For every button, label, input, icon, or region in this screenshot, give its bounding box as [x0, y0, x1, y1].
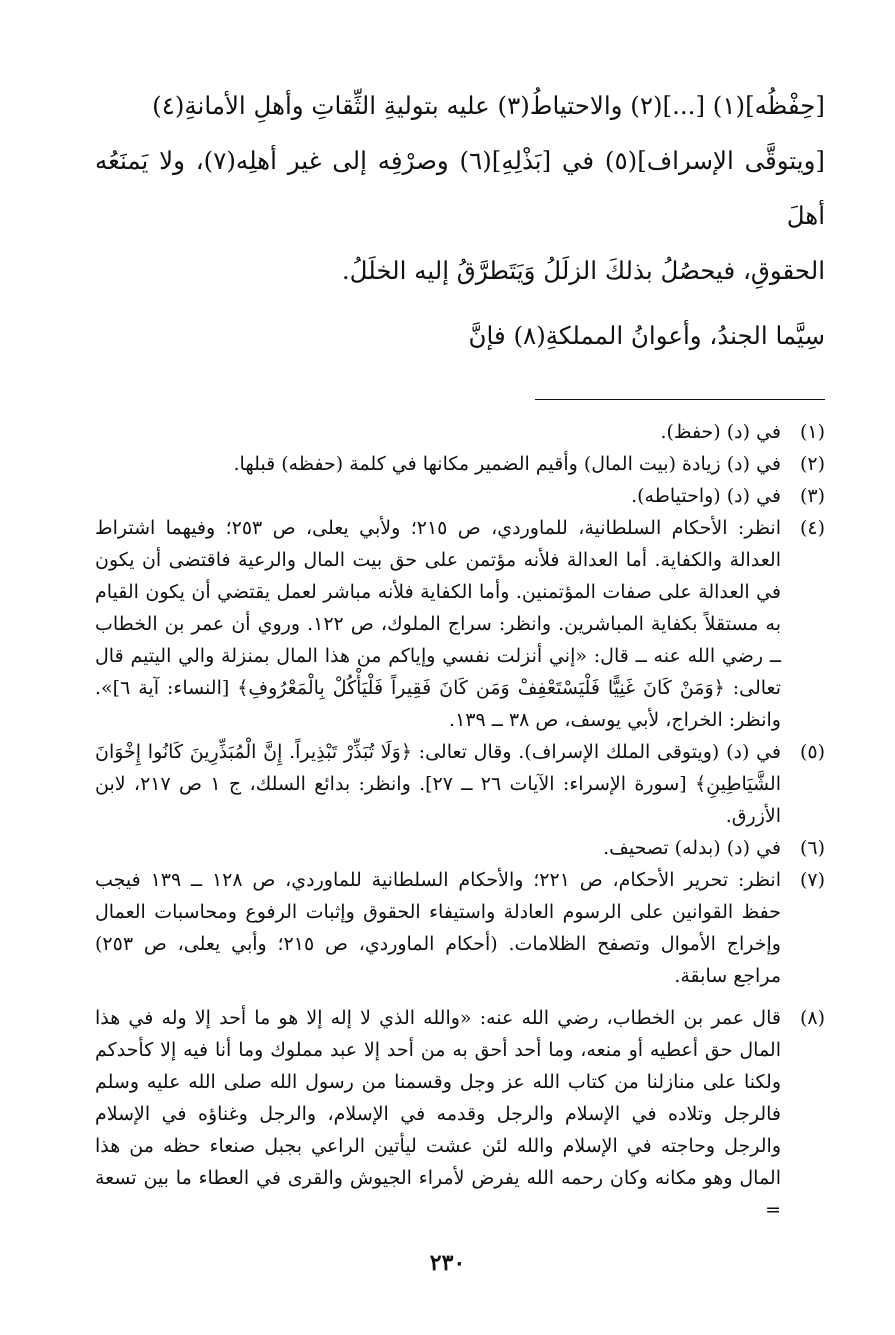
- footnotes: [95, 416, 825, 1226]
- footnote-number: (١): [799, 421, 825, 443]
- book-page: [95, 78, 825, 1226]
- footnote-number: (٧): [799, 869, 825, 891]
- footnote-3: [95, 480, 825, 512]
- main-line-3: الحقوقِ، فيحصُلُ بذلكَ الزلَلُ وَيَتَطرَّقُ إليه الخلَلُ.: [341, 256, 825, 285]
- footnote-2: [95, 448, 825, 480]
- footnote-number: (٥): [799, 741, 825, 763]
- footnote-number: (٨): [799, 1007, 825, 1029]
- footnote-7: [95, 864, 825, 992]
- footnote-number: (٤): [799, 517, 825, 539]
- page-number: ٢٣٠: [429, 1250, 466, 1276]
- main-line-1: [حِفْظُه](١) [...](٢) والاحتياطُ(٣) عليه بتوليةِ الثِّقاتِ وأهلِ الأمانةِ(٤): [152, 91, 825, 120]
- footnote-4: [95, 512, 825, 736]
- footnote-text: في (د) (ويتوقى الملك الإسراف). وقال تعالى: ﴿وَلَا تُبَذِّرْ تَبْذِيراً. إِنَّ الْمُبَذِّرِينَ كَانُوا إِخْوَانَ الشَّيَاطِينِ﴾ [سورة الإسراء: الآيات ٢٦ ــ ٢٧]. وانظر: بدائع السلك، ج ١ ص ٢١٧، لابن الأزرق.: [95, 741, 781, 827]
- footnote-text: قال عمر بن الخطاب، رضي الله عنه: «والله الذي لا إله إلا هو ما أحد إلا وله في هذا المال حق أعطيه أو منعه، وما أحد أحق به من أحد إلا عبد مملوك وما أنا فيه إلا كأحدكم ولكنا على منازلنا من كتاب الله عز وجل وقسمنا من رسول الله صلى الله عليه وسلم فالرجل وتلاده في الإسلام والرجل وقدمه في الإسلام، والرجل وغناؤه في الإسلام والرجل وحاجته في الإسلام والله لئن عشت ليأتين الراعي بجبل صنعاء حظه من هذا المال وهو مكانه وكان رحمه الله يفرض لأمراء الجيوش والقرى في العطاء ما بين تسعة =: [95, 1007, 781, 1221]
- footnote-separator: [535, 399, 825, 400]
- footnote-number: (٣): [799, 485, 825, 507]
- footnote-text: انظر: تحرير الأحكام، ص ٢٢١؛ والأحكام السلطانية للماوردي، ص ١٢٨ ــ ١٣٩ فيجب حفظ القوانين على الرسوم العادلة واستيفاء الحقوق وإثبات الرفوع ومحاسبات العمال وإخراج الأموال وتصفح الظلامات. (أحكام الماوردي، ص ٢١٥؛ وأبي يعلى، ص ٢٥٣) مراجع سابقة.: [95, 869, 782, 987]
- main-line-2: [ويتوقَّى الإسراف](٥) في [بَذْلِهِ](٦) وصرْفِه إلى غير أهلِه(٧)، ولا يَمنَعُه أهلَ: [95, 146, 825, 230]
- footnote-1: [95, 416, 825, 448]
- footnote-6: [95, 832, 825, 864]
- footnote-text: في (د) (بدله) تصحيف.: [603, 837, 781, 859]
- footnote-text: في (د) (واحتياطه).: [631, 485, 781, 507]
- footnote-text: انظر: الأحكام السلطانية، للماوردي، ص ٢١٥؛ ولأبي يعلى، ص ٢٥٣؛ وفيهما اشتراط العدالة والكفاية. أما العدالة فلأنه مؤتمن على حق بيت المال والرعية فاقتضى أن يكون في العدالة على صفات المؤتمنين. وأما الكفاية فلأنه مباشر لعمل يقتضي أن يكون القيام به مستقلاً بكفاية المباشرين. وانظر: سراج الملوك، ص ١٢٢. وروي أن عمر بن الخطاب ــ رضي الله عنه ــ قال: «إني أنزلت نفسي وإياكم من هذا المال بمنزلة والي اليتيم قال تعالى: ﴿وَمَنْ كَانَ غَنِيًّا فَلْيَسْتَعْفِفْ وَمَن كَانَ فَقِيراً فَلْيَأْكُلْ بِالْمَعْرُوفِ﴾ [النساء: آية ٦]». وانظر: الخراج، لأبي يوسف، ص ٣٨ ــ ١٣٩.: [95, 517, 781, 731]
- footnote-8: [95, 1002, 825, 1226]
- main-line-4: سِيَّما الجندُ، وأعوانُ المملكةِ(٨) فإنَّ: [468, 321, 825, 350]
- footnote-number: (٦): [799, 837, 825, 859]
- footnote-text: في (د) زيادة (بيت المال) وأقيم الضمير مكانها في كلمة (حفظه) قبلها.: [233, 453, 781, 475]
- footnote-5: [95, 736, 825, 832]
- footnote-text: في (د) (حفظ).: [660, 421, 781, 443]
- main-text: [95, 78, 825, 363]
- footnote-number: (٢): [799, 453, 825, 475]
